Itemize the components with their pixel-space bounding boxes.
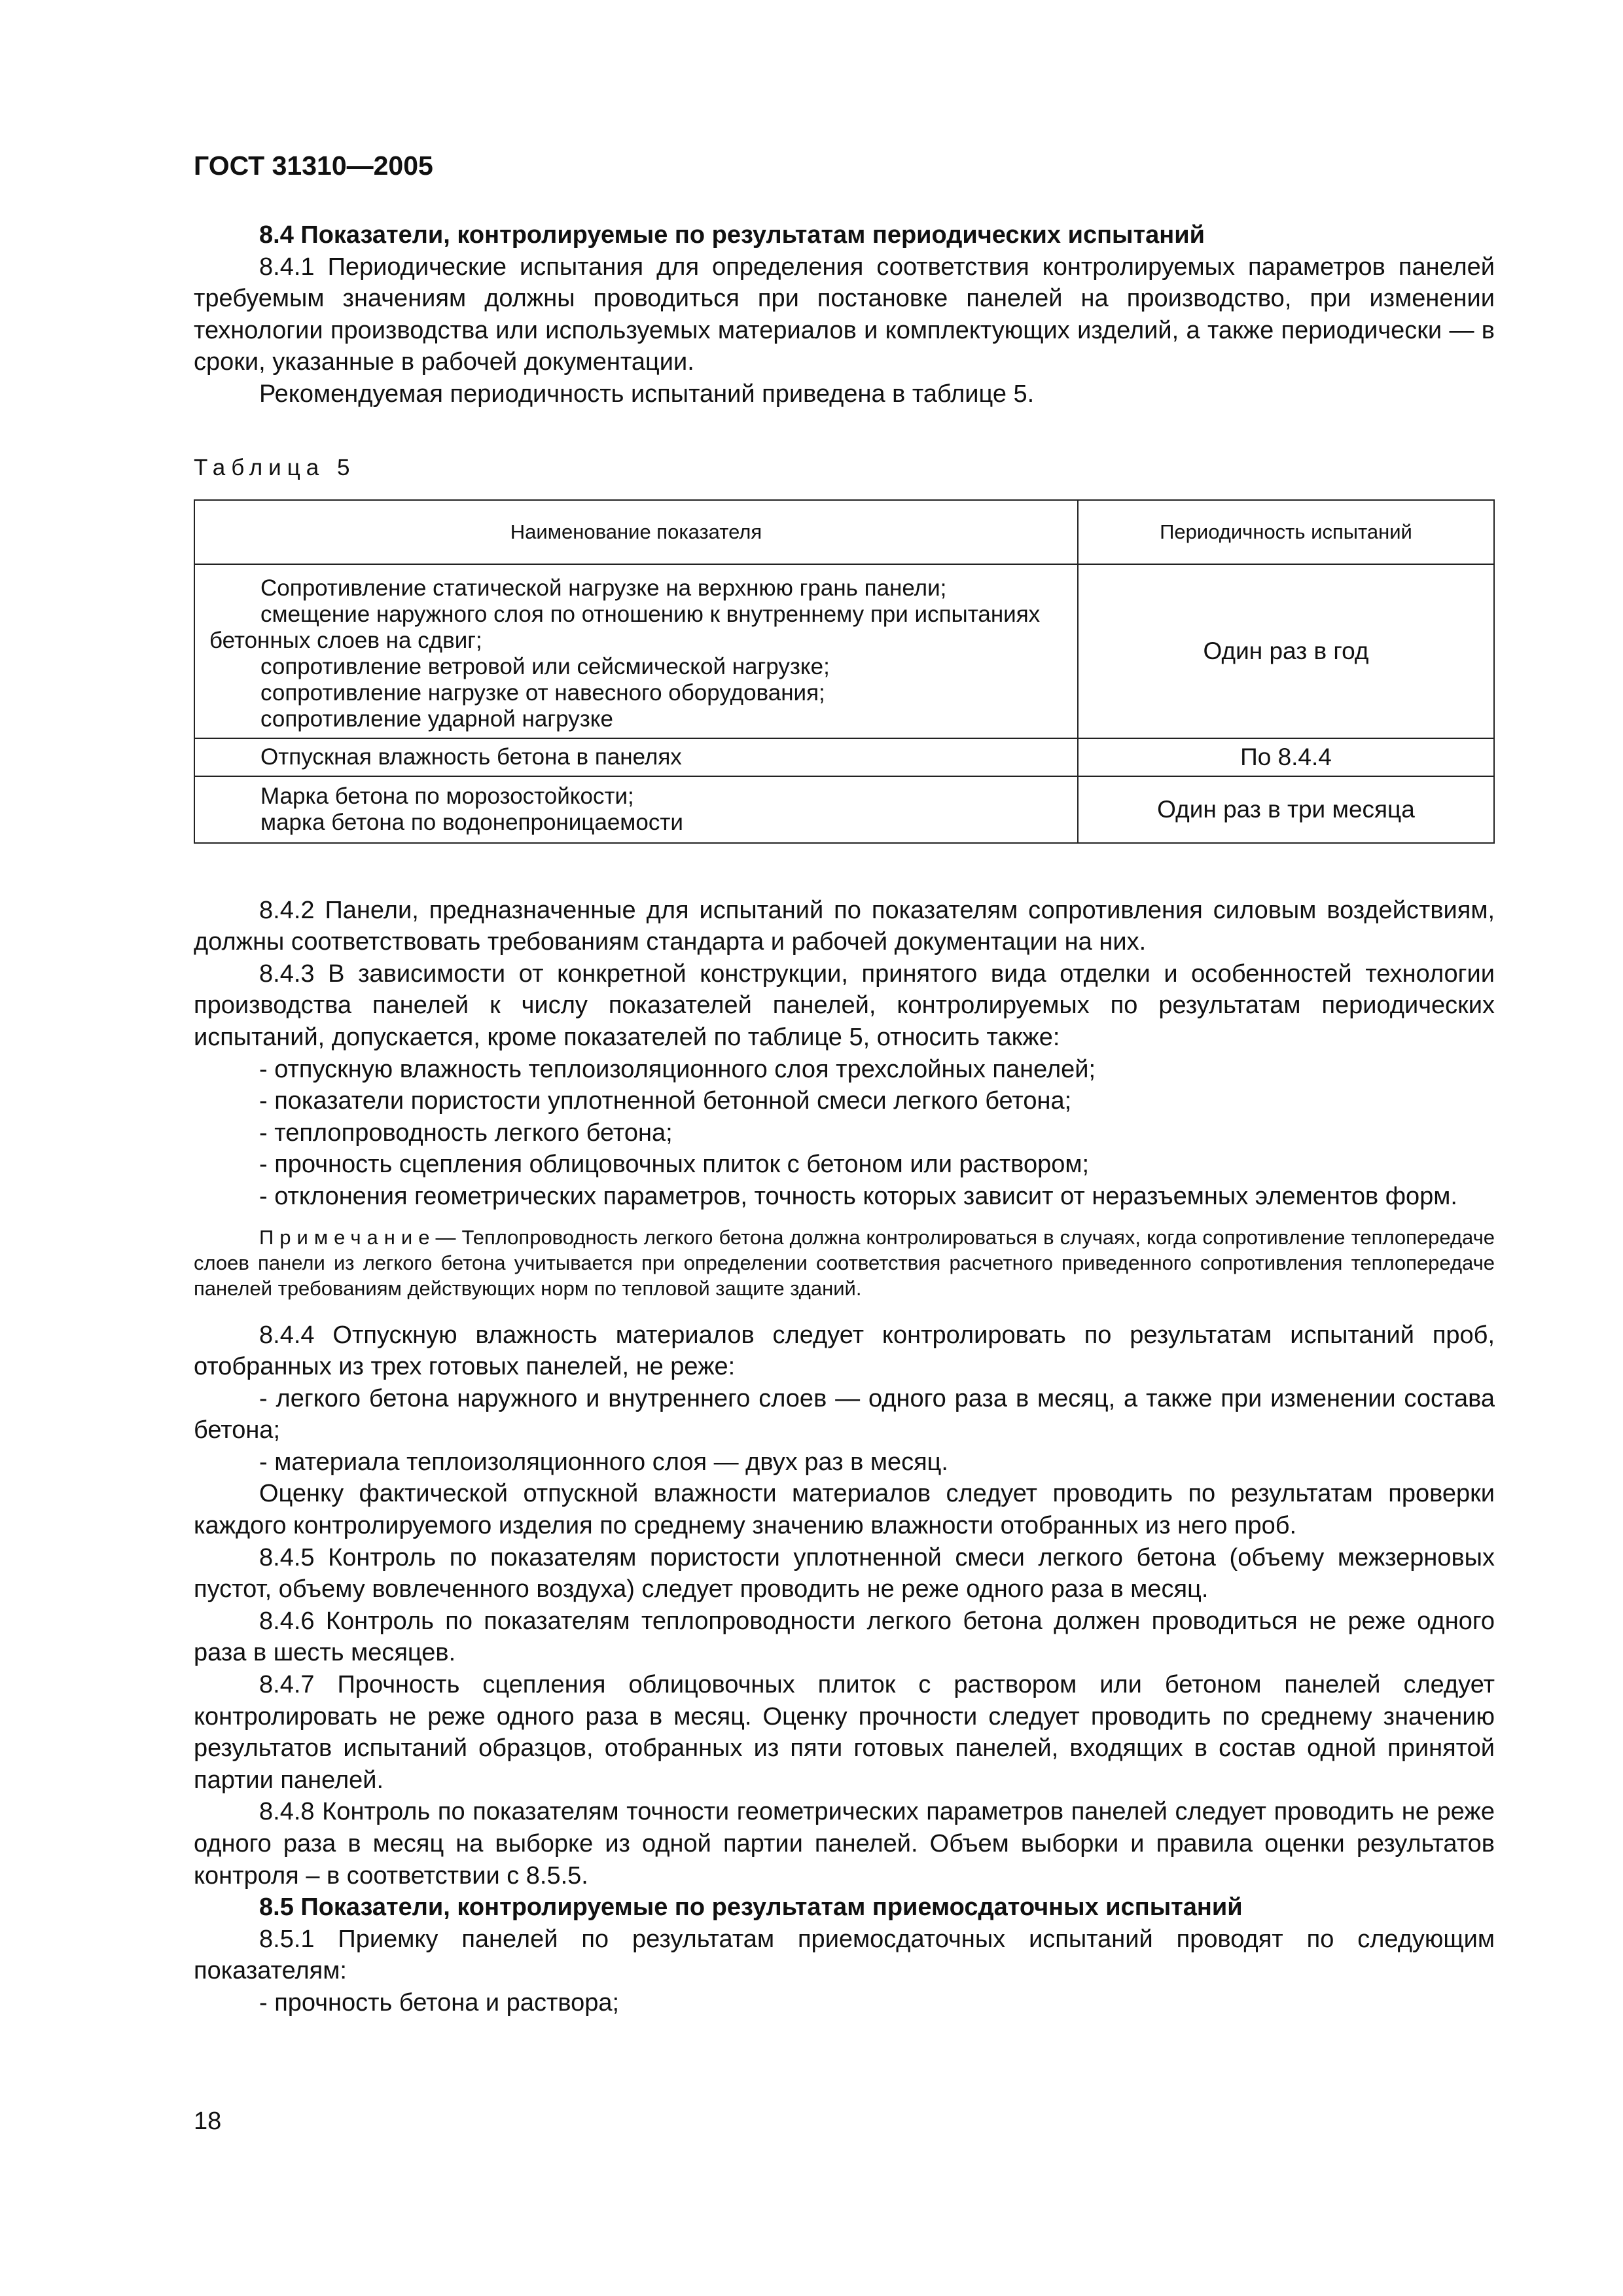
paragraph-8-4-7: 8.4.7 Прочность сцепления облицовочных плиток с раствором или бетоном панелей следует контролировать не реже одного раза в месяц. Оценку прочности следует проводить по среднему значению результатов испытаний образцов, отобранных из пяти готовых панелей, входящих в состав одной принятой партии панелей. xyxy=(194,1671,1495,1794)
paragraph-8-5-1: 8.5.1 Приемку панелей по результатам приемосдаточных испытаний проводят по следующим показателям: xyxy=(194,1925,1495,1985)
paragraph-8-4-4: 8.4.4 Отпускную влажность материалов следует контролировать по результатам испытаний проб, отобранных из трех готовых панелей, не реже: xyxy=(194,1321,1495,1381)
document-code: ГОСТ 31310—2005 xyxy=(194,151,433,181)
list-item: - легкого бетона наружного и внутреннего слоев — одного раза в месяц, а также при изменении состава бетона; xyxy=(194,1384,1495,1444)
paragraph-8-4-3: 8.4.3 В зависимости от конкретной конструкции, принятого вида отделки и особенностей технологии производства панелей к числу показателей панелей, контролируемых по результатам периодических испытаний, допускается, кроме показателей по таблице 5, относить также: xyxy=(194,960,1495,1051)
table-cell-period: По 8.4.4 xyxy=(1078,738,1494,776)
table-row xyxy=(194,564,1494,738)
list-item: - теплопроводность легкого бетона; xyxy=(259,1119,673,1147)
paragraph-recommended: Рекомендуемая периодичность испытаний приведена в таблице 5. xyxy=(259,380,1035,408)
document-page xyxy=(194,151,1495,2019)
cell-line: Сопротивление статической нагрузке на верхнюю грань панели; xyxy=(260,575,947,601)
table-header-row xyxy=(194,500,1494,564)
note xyxy=(194,1225,1495,1301)
paragraph-8-4-6: 8.4.6 Контроль по показателям теплопроводности легкого бетона должен проводиться не реже одного раза в шесть месяцев. xyxy=(194,1607,1495,1667)
table-5 xyxy=(194,499,1495,844)
table-cell-period: Один раз в год xyxy=(1078,564,1494,738)
table-cell-name xyxy=(194,738,1078,776)
list-item: - показатели пористости уплотненной бетонной смеси легкого бетона; xyxy=(259,1087,1072,1115)
list-item: - прочность сцепления облицовочных плиток с бетоном или раствором; xyxy=(259,1151,1090,1179)
section-8-5-heading: 8.5 Показатели, контролируемые по результатам приемосдаточных испытаний xyxy=(259,1893,1243,1922)
cell-line: сопротивление ударной нагрузке xyxy=(260,706,613,732)
table-cell-name xyxy=(194,776,1078,843)
note-text: — Теплопроводность легкого бетона должна контролироваться в случаях, когда сопротивление теплопередаче слоев панели из легкого бетона учитывается при определении соответствия расчетного приведенного сопротивления теплопередаче панелей требованиям действующих норм по тепловой защите зданий. xyxy=(194,1225,1495,1300)
list-item: - материала теплоизоляционного слоя — двух раз в месяц. xyxy=(259,1448,948,1476)
table-caption: Таблица 5 xyxy=(194,454,356,480)
list-item: - отпускную влажность теплоизоляционного слоя трехслойных панелей; xyxy=(259,1055,1096,1083)
page-number: 18 xyxy=(194,2108,222,2135)
list-item: - прочность бетона и раствора; xyxy=(259,1988,620,2017)
cell-line: Отпускная влажность бетона в панелях xyxy=(260,744,682,770)
section-8-4-heading: 8.4 Показатели, контролируемые по результатам периодических испытаний xyxy=(259,221,1205,249)
paragraph-8-4-2: 8.4.2 Панели, предназначенные для испытаний по показателям сопротивления силовым воздействиям, должны соответствовать требованиям стандарта и рабочей документации на них. xyxy=(194,896,1495,956)
table-cell-name xyxy=(194,564,1078,738)
cell-line: марка бетона по водонепроницаемости xyxy=(260,809,683,835)
column-header-name: Наименование показателя xyxy=(194,500,1078,564)
paragraph-estimate: Оценку фактической отпускной влажности материалов следует проводить по результатам проверки каждого контролируемого изделия по среднему значению влажности отобранных из него проб. xyxy=(194,1480,1495,1540)
table-cell-period: Один раз в три месяца xyxy=(1078,776,1494,843)
cell-line: сопротивление ветровой или сейсмической нагрузке; xyxy=(260,653,830,679)
cell-line: бетонных слоев на сдвиг; xyxy=(209,627,482,653)
note-label: Примечание xyxy=(259,1225,436,1249)
paragraph-8-4-1: 8.4.1 Периодические испытания для определения соответствия контролируемых параметров панелей требуемым значениям должны проводиться при постановке панелей на производство, при изменении технологии производства или используемых материалов и комплектующих изделий, а также периодически — в сроки, указанные в рабочей документации. xyxy=(194,253,1495,376)
cell-line: смещение наружного слоя по отношению к внутреннему при испытаниях xyxy=(260,601,1041,627)
cell-line: сопротивление нагрузке от навесного оборудования; xyxy=(260,679,825,706)
cell-line: Марка бетона по морозостойкости; xyxy=(260,783,634,809)
list-item: - отклонения геометрических параметров, точность которых зависит от неразъемных элементов форм. xyxy=(259,1182,1457,1210)
table-row xyxy=(194,776,1494,843)
paragraph-8-4-5: 8.4.5 Контроль по показателям пористости уплотненной смеси легкого бетона (объему межзерновых пустот, объему вовлеченного воздуха) следует проводить не реже одного раза в месяц. xyxy=(194,1543,1495,1604)
table-row xyxy=(194,738,1494,776)
paragraph-8-4-8: 8.4.8 Контроль по показателям точности геометрических параметров панелей следует проводить не реже одного раза в месяц на выборке из одной партии панелей. Объем выборки и правила оценки результатов контроля – в соответствии с 8.5.5. xyxy=(194,1798,1495,1890)
column-header-period: Периодичность испытаний xyxy=(1078,500,1494,564)
